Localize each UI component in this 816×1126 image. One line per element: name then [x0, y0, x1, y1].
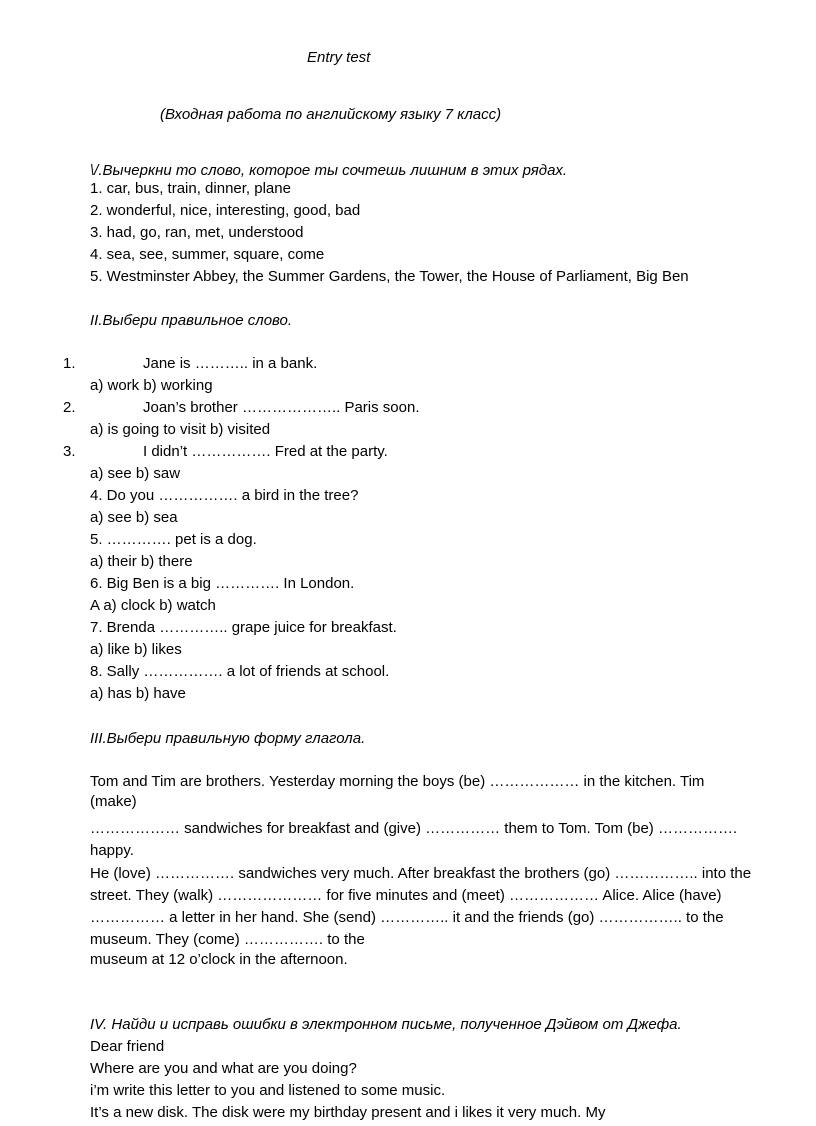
- question-text: Joan’s brother ……………….. Paris soon.: [143, 399, 420, 416]
- paragraph-line: happy.: [90, 842, 134, 859]
- section-3-heading: III.Выбери правильную форму глагола.: [90, 730, 366, 747]
- paragraph-line: museum. They (come) ……………. to the: [90, 931, 365, 948]
- question-options: a) their b) there: [90, 553, 193, 570]
- list-item: 5. Westminster Abbey, the Summer Gardens, the Tower, the House of Parliament, Big Ben: [90, 268, 689, 285]
- section-2-heading: II.Выбери правильное слово.: [90, 312, 293, 329]
- list-item: 4. sea, see, summer, square, come: [90, 246, 325, 263]
- list-item: 1. car, bus, train, dinner, plane: [90, 180, 291, 197]
- question-text: 4. Do you ……………. a bird in the tree?: [90, 487, 359, 504]
- letter-line: It’s a new disk. The disk were my birthday present and i likes it very much. My: [90, 1104, 606, 1121]
- letter-line: Where are you and what are you doing?: [90, 1060, 357, 1077]
- paragraph-line: (make): [90, 793, 137, 810]
- list-item: 2. wonderful, nice, interesting, good, bad: [90, 202, 361, 219]
- question-text: 8. Sally ……………. a lot of friends at school.: [90, 663, 390, 680]
- question-text: 7. Brenda ………….. grape juice for breakfast.: [90, 619, 397, 636]
- question-number: 3.: [63, 443, 76, 460]
- question-options: a) like b) likes: [90, 641, 182, 658]
- question-options: a) see b) saw: [90, 465, 181, 482]
- page-subtitle: (Входная работа по английскому языку 7 класс): [160, 106, 502, 123]
- question-options: a) see b) sea: [90, 509, 178, 526]
- list-item: 3. had, go, ran, met, understood: [90, 224, 304, 241]
- letter-line: Dear friend: [90, 1038, 165, 1055]
- paragraph-line: He (love) ……………. sandwiches very much. After breakfast the brothers (go) …………….. into the: [90, 865, 752, 882]
- question-text: Jane is ……….. in a bank.: [143, 355, 318, 372]
- paragraph-line: museum at 12 o’clock in the afternoon.: [90, 951, 348, 968]
- question-text: 6. Big Ben is a big …………. In London.: [90, 575, 355, 592]
- paragraph-line: street. They (walk) ………………… for five minutes and (meet) ……………… Alice. Alice (have): [90, 887, 722, 904]
- section-4-heading: IV. Найди и исправь ошибки в электронном письме, полученное Дэйвом от Джефа.: [90, 1016, 682, 1033]
- question-options: a) is going to visit b) visited: [90, 421, 271, 438]
- letter-line: i’m write this letter to you and listened to some music.: [90, 1082, 446, 1099]
- question-number: 1.: [63, 355, 76, 372]
- paragraph-line: Tom and Tim are brothers. Yesterday morning the boys (be) ……………… in the kitchen. Tim: [90, 773, 705, 790]
- question-number: 2.: [63, 399, 76, 416]
- section-1-heading: \/.Вычеркни то слово, которое ты сочтешь лишним в этих рядах.: [90, 162, 568, 179]
- paragraph-line: …………… a letter in her hand. She (send) ………….. it and the friends (go) …………….. to the: [90, 909, 724, 926]
- question-text: I didn’t ……………. Fred at the party.: [143, 443, 388, 460]
- question-options: a) has b) have: [90, 685, 186, 702]
- question-options: a) work b) working: [90, 377, 213, 394]
- paragraph-line: ……………… sandwiches for breakfast and (give) …………… them to Tom. Tom (be) …………….: [90, 820, 738, 837]
- question-text: 5. …………. pet is a dog.: [90, 531, 257, 548]
- page-title: Entry test: [307, 49, 371, 66]
- question-options: A a) clock b) watch: [90, 597, 216, 614]
